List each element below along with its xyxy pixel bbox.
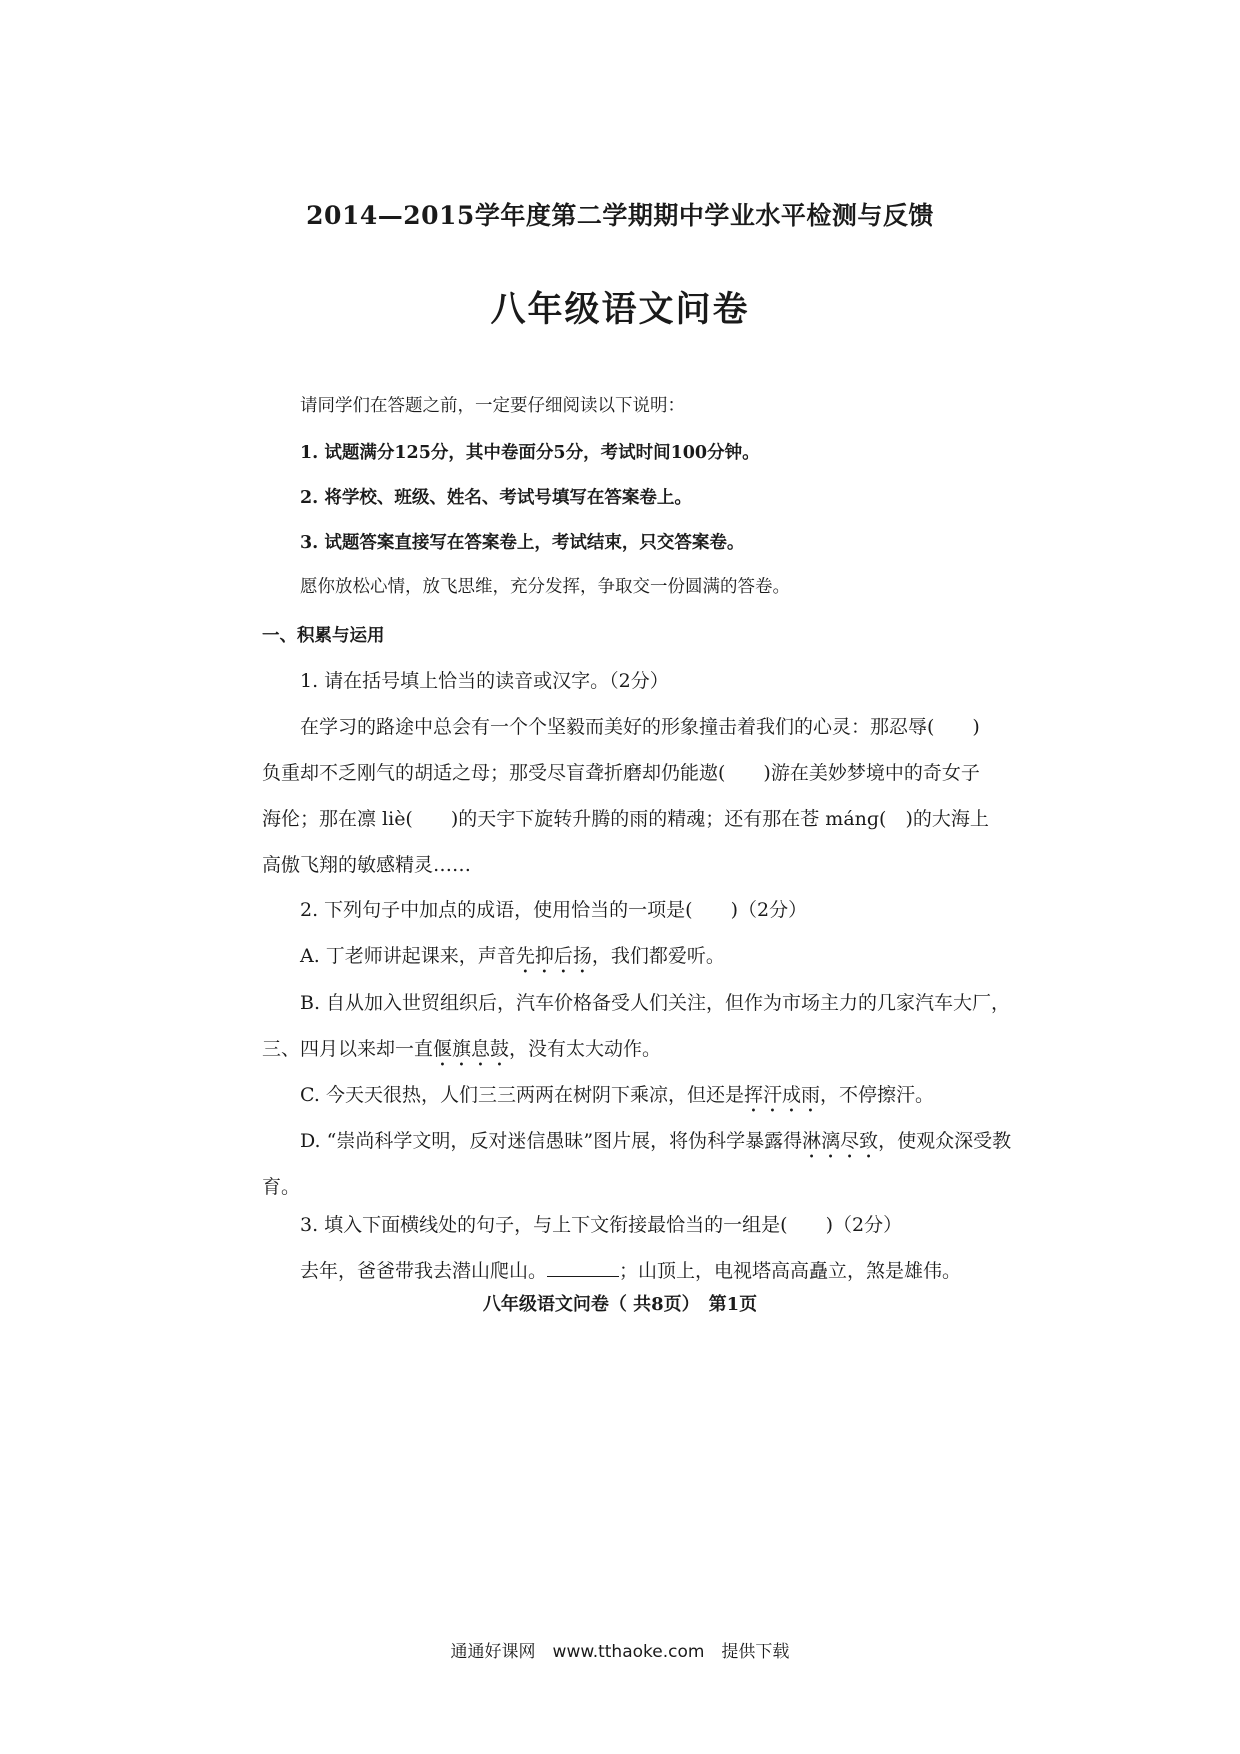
option-b-line-1: B. 自从加入世贸组织后，汽车价格备受人们关注，但作为市场主力的几家汽车大厂， <box>300 992 1011 1014</box>
option-a-idiom: 先抑后扬 <box>515 945 592 967</box>
paper-title: 八年级语文问卷 <box>490 289 750 330</box>
question-1-stem: 1. 请在括号填上恰当的读音或汉字。（2分） <box>300 670 669 692</box>
section-heading: 一、积累与运用 <box>262 626 385 646</box>
instructions-intro: 请同学们在答题之前，一定要仔细阅读以下说明： <box>300 396 685 416</box>
option-b-idiom: 偃旗息鼓 <box>433 1038 510 1060</box>
option-d-idiom: 淋漓尽致 <box>802 1130 879 1152</box>
option-d-line-1: D. “崇尚科学文明，反对迷信愚昧”图片展，将伪科学暴露得淋漓尽致，使观众深受教 <box>300 1130 1012 1152</box>
option-d-line-2: 育。 <box>262 1176 301 1198</box>
download-credit: 通通好课网 www.tthaoke.com 提供下载 <box>450 1642 790 1662</box>
question-1-line-1: 在学习的路途中总会有一个个坚毅而美好的形象撞击着我们的心灵：那忍辱( ) <box>300 716 980 738</box>
option-b-line-2: 三、四月以来却一直偃旗息鼓，没有太大动作。 <box>262 1038 662 1060</box>
instruction-item-1: 1. 试题满分125分，其中卷面分5分，考试时间100分钟。 <box>300 443 760 463</box>
option-c-idiom: 挥汗成雨 <box>743 1084 820 1106</box>
instruction-item-3: 3. 试题答案直接写在答案卷上，考试结束，只交答案卷。 <box>300 533 745 553</box>
exam-title: 2014—2015学年度第二学期期中学业水平检测与反馈 <box>306 201 934 230</box>
question-1-line-3: 海伦；那在凛 liè( )的天宇下旋转升腾的雨的精魂；还有那在苍 mánɡ( )的大海上 <box>262 808 989 830</box>
page-footer: 八年级语文问卷（ 共8页） 第1页 <box>482 1294 758 1315</box>
question-1-line-2: 负重却不乏刚气的胡适之母；那受尽盲聋折磨却仍能遨( )游在美妙梦境中的奇女子 <box>262 762 980 784</box>
question-3-stem: 3. 填入下面横线处的句子，与上下文衔接最恰当的一组是( )（2分） <box>300 1214 903 1236</box>
instructions-closing: 愿你放松心情，放飞思维，充分发挥，争取交一份圆满的答卷。 <box>300 577 790 597</box>
option-a: A. 丁老师讲起课来，声音先抑后扬，我们都爱听。 <box>300 945 725 967</box>
answer-blank <box>547 1260 619 1277</box>
instruction-item-2: 2. 将学校、班级、姓名、考试号填写在答案卷上。 <box>300 488 692 508</box>
option-c: C. 今天天很热，人们三三两两在树阴下乘凉，但还是挥汗成雨，不停擦汗。 <box>300 1084 934 1106</box>
question-3-text: 去年，爸爸带我去潜山爬山。 ；山顶上，电视塔高高矗立，煞是雄伟。 <box>300 1260 962 1282</box>
question-1-line-4: 高傲飞翔的敏感精灵…… <box>262 854 472 876</box>
question-2-stem: 2. 下列句子中加点的成语，使用恰当的一项是( )（2分） <box>300 899 808 921</box>
